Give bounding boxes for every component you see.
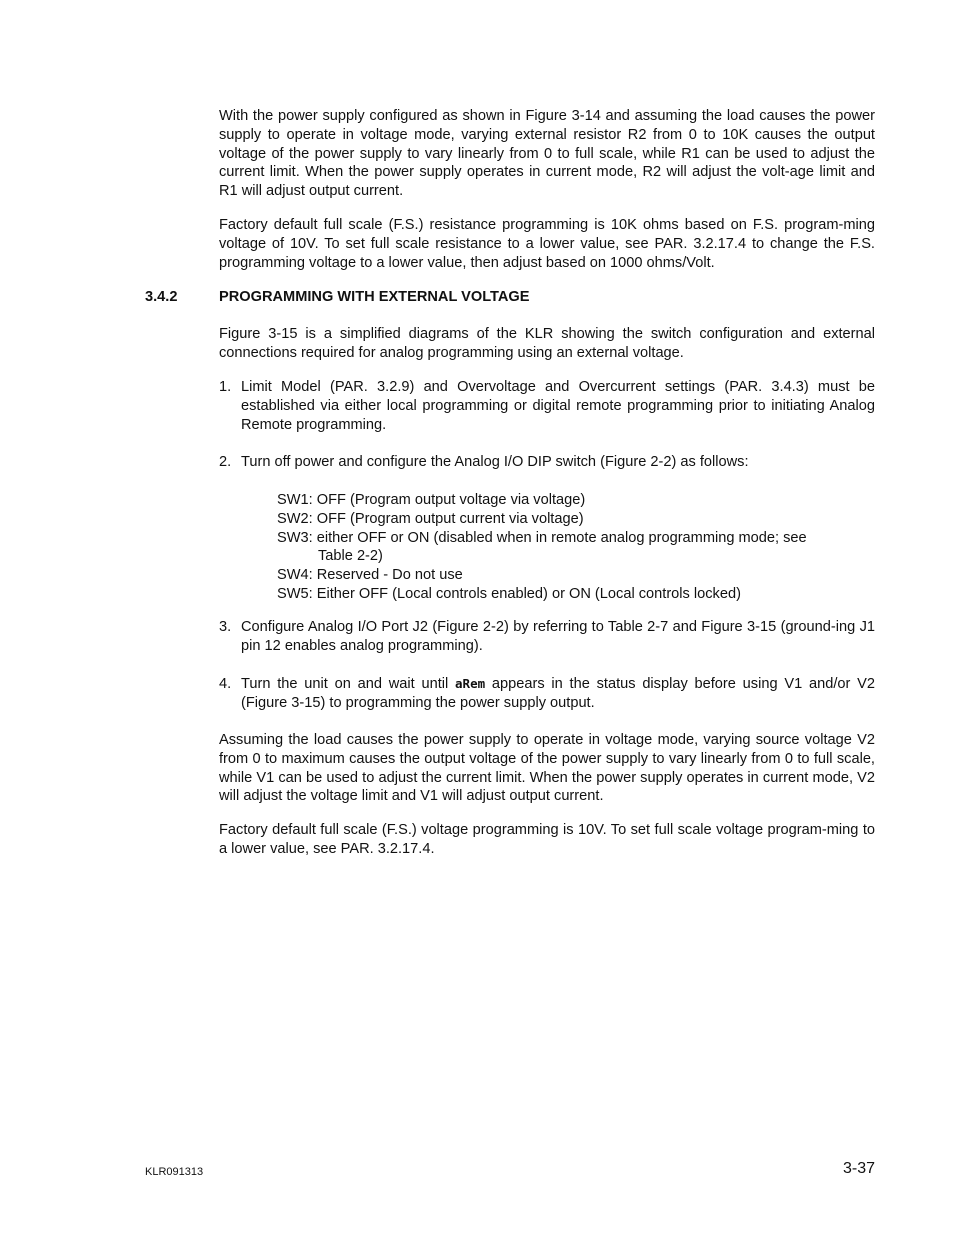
switch-setting-sw3: SW3: either OFF or ON (disabled when in remote analog programming mode; see: [277, 529, 807, 546]
switch-setting-sw1: SW1: OFF (Program output voltage via voltage): [277, 492, 586, 508]
step-text: Configure Analog I/O Port J2 (Figure 2-2) by referring to Table 2-7 and Figure 3-15 (ground-ing J1 pin 12 enables analog programming).: [241, 619, 875, 654]
step-text: Turn off power and configure the Analog I/O DIP switch (Figure 2-2) as follows:: [241, 454, 749, 470]
status-display-code: aRem: [455, 676, 486, 691]
step-number: 4.: [219, 676, 232, 692]
paragraph-factory-default-resistance: Factory default full scale (F.S.) resistance programming is 10K ohms based on F.S. program-ming voltage of 10V. To set full scale resistance to a lower value, see PAR. 3.2.17.4 to change the F.S. programming voltage to a lower value, then adjust based on 1000 ohms/Volt.: [219, 217, 875, 271]
step-text-before: Turn the unit on and wait until: [241, 676, 456, 692]
step-number: 1.: [219, 379, 232, 395]
page-number: 3-37: [842, 1160, 875, 1177]
switch-setting-sw4: SW4: Reserved - Do not use: [277, 567, 463, 584]
switch-setting-sw2: SW2: OFF (Program output current via voltage): [277, 510, 584, 527]
section-number: 3.4.2: [145, 289, 178, 305]
list-item-step-1: [219, 378, 875, 434]
paragraph-factory-default-voltage: Factory default full scale (F.S.) voltage programming is 10V. To set full scale voltage program-ming to a lower value, see PAR. 3.2.17.4.: [219, 822, 875, 857]
step-text-after: appears in the status display before using V1 and/or V2 (Figure 3-15) to programming the power supply output.: [241, 676, 875, 711]
list-item-step-4: [219, 675, 875, 713]
section-title: PROGRAMMING WITH EXTERNAL VOLTAGE: [219, 289, 530, 305]
paragraph-resistance-programming: With the power supply configured as shown in Figure 3-14 and assuming the load causes the power supply to operate in voltage mode, varying external resistor R2 from 0 to 10K causes the output voltage of the power supply to vary linearly from 0 to full scale, while R1 can be used to adjust the current limit. When the power supply operates in current mode, R2 will adjust the volt-age limit and R1 will adjust output current.: [219, 108, 875, 200]
step-text: [241, 675, 875, 713]
step-text: Limit Model (PAR. 3.2.9) and Overvoltage and Overcurrent settings (PAR. 3.4.3) must be established via either local programming or digital remote programming prior to initiating Analog Remote programming.: [241, 379, 875, 433]
document-id: KLR091313: [145, 1166, 204, 1178]
list-item-step-2: [219, 453, 875, 472]
paragraph-figure-intro: Figure 3-15 is a simplified diagrams of the KLR showing the switch configuration and external connections required for analog programming using an external voltage.: [219, 326, 875, 361]
switch-setting-sw5: SW5: Either OFF (Local controls enabled) or ON (Local controls locked): [277, 585, 741, 602]
step-number: 3.: [219, 619, 232, 635]
list-item-step-3: [219, 618, 875, 656]
step-number: 2.: [219, 454, 232, 470]
switch-setting-sw3-continued: Table 2-2): [318, 548, 383, 565]
paragraph-voltage-mode: Assuming the load causes the power supply to operate in voltage mode, varying source voltage V2 from 0 to maximum causes the output voltage of the power supply to vary linearly from 0 to full scale, while V1 can be used to adjust the current limit. When the power supply operates in current mode, V2 will adjust the voltage limit and V1 will adjust output current.: [219, 732, 875, 805]
dip-switch-settings: [277, 491, 875, 604]
